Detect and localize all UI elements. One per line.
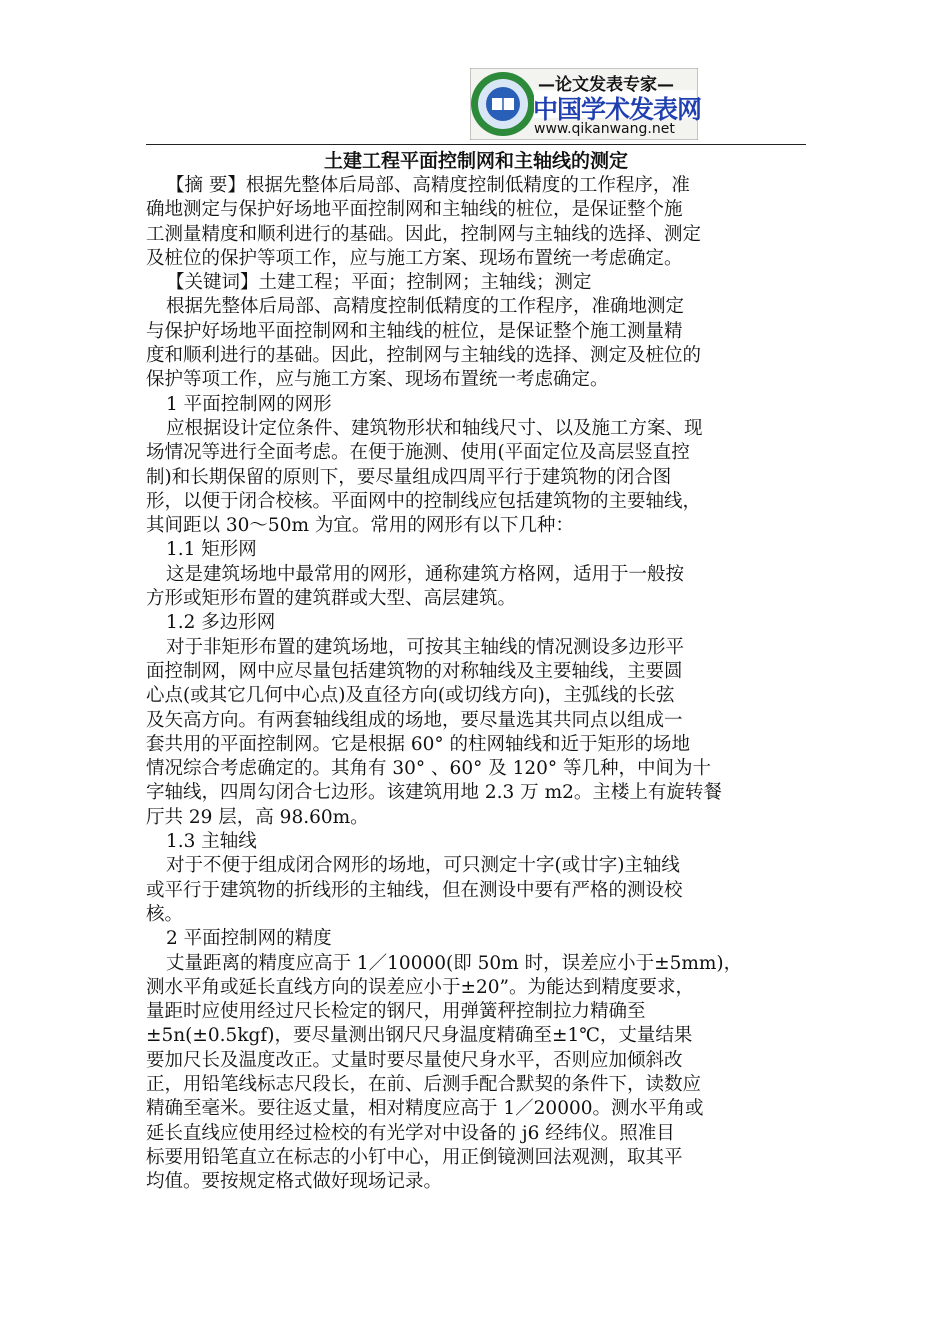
document-title: 土建工程平面控制网和主轴线的测定: [323, 150, 628, 172]
text-line: 1.2 多边形网: [166, 612, 276, 634]
text-line: 套共用的平面控制网。它是根据 60° 的柱网轴线和近于矩形的场地: [146, 733, 691, 755]
text-line: 精确至毫米。要往返丈量，相对精度应高于 1／20000。测水平角或: [146, 1098, 704, 1120]
text-line: 这是建筑场地中最常用的网形，通称建筑方格网，适用于一般按: [166, 563, 685, 585]
text-line: 或平行于建筑物的折线形的主轴线，但在测设中要有严格的测设校: [146, 879, 683, 901]
text-line: 制)和长期保留的原则下，要尽量组成四周平行于建筑物的闭合图: [146, 466, 672, 488]
text-line: 【摘 要】根据先整体后局部、高精度控制低精度的工作程序，准: [166, 175, 690, 196]
text-line: 对于不便于组成闭合网形的场地，可只测定十字(或廿字)主轴线: [166, 855, 680, 877]
text-line: 正，用铅笔线标志尺段长，在前、后测手配合默契的条件下，读数应: [146, 1073, 702, 1095]
text-line: ±5n(±0.5kgf)，要尽量测出钢尺尺身温度精确至±1℃，丈量结果: [146, 1025, 693, 1047]
text-line: 核。: [146, 903, 184, 925]
text-line: 及桩位的保护等项工作，应与施工方案、现场布置统一考虑确定。: [146, 247, 683, 269]
text-line: 延长直线应使用经过检校的有光学对中设备的 j6 经纬仪。照准目: [146, 1122, 675, 1144]
text-line: 及矢高方向。有两套轴线组成的场地，要尽量选其共同点以组成一: [146, 709, 683, 731]
text-line: 心点(或其它几何中心点)及直径方向(或切线方向)，主弧线的长弦: [146, 685, 675, 707]
text-line: 根据先整体后局部、高精度控制低精度的工作程序，准确地测定: [166, 296, 685, 318]
text-line: 1.1 矩形网: [166, 539, 257, 561]
text-line: 1.3 主轴线: [166, 831, 257, 853]
header-rule: [146, 144, 806, 145]
text-line: 丈量距离的精度应高于 1／10000(即 50m 时，误差应小于±5mm)，: [166, 952, 743, 974]
text-line: 情况综合考虑确定的。其角有 30° 、60° 及 120° 等几种，中间为十: [146, 758, 712, 780]
text-line: 方形或矩形布置的建筑群或大型、高层建筑。: [146, 588, 517, 610]
text-line: 与保护好场地平面控制网和主轴线的桩位，是保证整个施工测量精: [146, 320, 683, 342]
text-line: 面控制网，网中应尽量包括建筑物的对称轴线及主要轴线，主要圆: [146, 660, 683, 682]
logo-url: www.qikanwang.net: [534, 121, 675, 137]
text-line: 测水平角或延长直线方向的误差应小于±20”。为能达到精度要求，: [146, 976, 695, 998]
text-line: 确地测定与保护好场地平面控制网和主轴线的桩位，是保证整个施: [146, 199, 683, 221]
document-body: [146, 174, 806, 1194]
text-line: 量距时应使用经过尺长检定的钢尺，用弹簧秤控制拉力精确至: [146, 1001, 646, 1023]
text-line: 场情况等进行全面考虑。在便于施测、使用(平面定位及高层竖直控: [146, 442, 690, 464]
text-line: 均值。要按规定格式做好现场记录。: [146, 1171, 443, 1193]
text-line: 对于非矩形布置的建筑场地，可按其主轴线的情况测设多边形平: [166, 636, 685, 658]
text-line: 其间距以 30～50m 为宜。常用的网形有以下几种：: [146, 515, 574, 537]
logo-slogan: —论文发表专家—: [538, 75, 674, 95]
text-line: 形，以便于闭合校核。平面网中的控制线应包括建筑物的主要轴线，: [146, 490, 702, 512]
text-line: 要加尺长及温度改正。丈量时要尽量使尺身水平，否则应加倾斜改: [146, 1049, 683, 1071]
text-line: 厅共 29 层，高 98.60m。: [146, 806, 369, 828]
text-line: 字轴线，四周勾闭合七边形。该建筑用地 2.3 万 m2。主楼上有旋转餐: [146, 782, 722, 804]
text-line: 【关键词】土建工程；平面；控制网；主轴线；测定: [166, 272, 592, 294]
logo-site-name: 中国学术发表网: [533, 95, 702, 124]
text-line: 1 平面控制网的网形: [166, 393, 332, 415]
text-line: 标要用铅笔直立在标志的小钉中心，用正倒镜测回法观测，取其平: [146, 1146, 683, 1168]
text-line: 应根据设计定位条件、建筑物形状和轴线尺寸、以及施工方案、现: [166, 417, 703, 439]
text-line: 保护等项工作，应与施工方案、现场布置统一考虑确定。: [146, 369, 609, 391]
text-line: 2 平面控制网的精度: [166, 928, 332, 950]
text-line: 度和顺利进行的基础。因此，控制网与主轴线的选择、测定及桩位的: [146, 345, 702, 367]
text-line: 工测量精度和顺利进行的基础。因此，控制网与主轴线的选择、测定: [146, 223, 702, 245]
